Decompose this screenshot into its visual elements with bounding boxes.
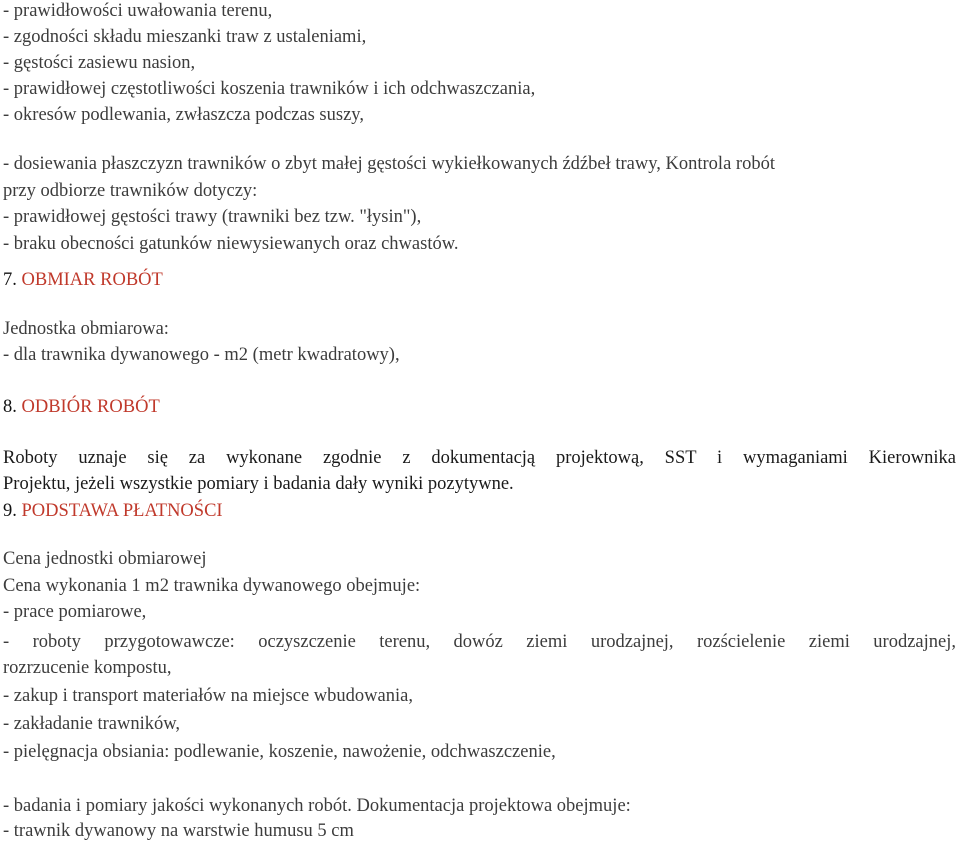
list-item: przy odbiorze trawników dotyczy: [3,181,258,201]
list-item: - gęstości zasiewu nasion, [3,53,196,73]
list-item: - roboty przygotowawcze: oczyszczenie terenu, dowóz ziemi urodzajnej, rozścielenie ziemi urodzajnej, [3,632,956,652]
section-number: 9. [3,501,17,521]
list-item: - braku obecności gatunków niewysiewanych oraz chwastów. [3,234,459,254]
list-item: - zgodności składu mieszanki traw z ustaleniami, [3,27,367,47]
section-number: 8. [3,397,17,417]
section-title: PODSTAWA PŁATNOŚCI [21,501,223,521]
paragraph-line: Roboty uznaje się za wykonane zgodnie z dokumentacją projektową, SST i wymaganiami Kierownika [3,448,956,468]
list-item: - okresów podlewania, zwłaszcza podczas suszy, [3,105,364,125]
list-item: - badania i pomiary jakości wykonanych robót. Dokumentacja projektowa obejmuje: [3,796,631,816]
list-item: - prawidłowości uwałowania terenu, [3,1,273,21]
list-item: - prawidłowej gęstości trawy (trawniki bez tzw. "łysin"), [3,207,422,227]
paragraph-line: Cena wykonania 1 m2 trawnika dywanowego obejmuje: [3,576,421,596]
section-title: OBMIAR ROBÓT [21,270,163,290]
paragraph-line: Projektu, jeżeli wszystkie pomiary i badania dały wyniki pozytywne. [3,474,514,494]
list-item: rozrzucenie kompostu, [3,658,172,678]
section-title: ODBIÓR ROBÓT [21,397,160,417]
list-item: - pielęgnacja obsiania: podlewanie, koszenie, nawożenie, odchwaszczenie, [3,742,556,762]
list-item: - prawidłowej częstotliwości koszenia trawników i ich odchwaszczania, [3,79,536,99]
list-item: - zakup i transport materiałów na miejsce wbudowania, [3,686,413,706]
section-number: 7. [3,270,17,290]
list-item: - zakładanie trawników, [3,714,181,734]
section-heading-9 [3,500,223,522]
list-item: - dla trawnika dywanowego - m2 (metr kwadratowy), [3,345,400,365]
paragraph-line: Jednostka obmiarowa: [3,319,169,339]
list-item: - trawnik dywanowy na warstwie humusu 5 cm [3,821,354,841]
list-item: - dosiewania płaszczyzn trawników o zbyt małej gęstości wykiełkowanych źdźbeł trawy, Kontrola robót [3,154,775,174]
section-heading-7 [3,269,163,291]
section-heading-8 [3,396,160,418]
list-item: - prace pomiarowe, [3,602,147,622]
paragraph-line: Cena jednostki obmiarowej [3,549,207,569]
